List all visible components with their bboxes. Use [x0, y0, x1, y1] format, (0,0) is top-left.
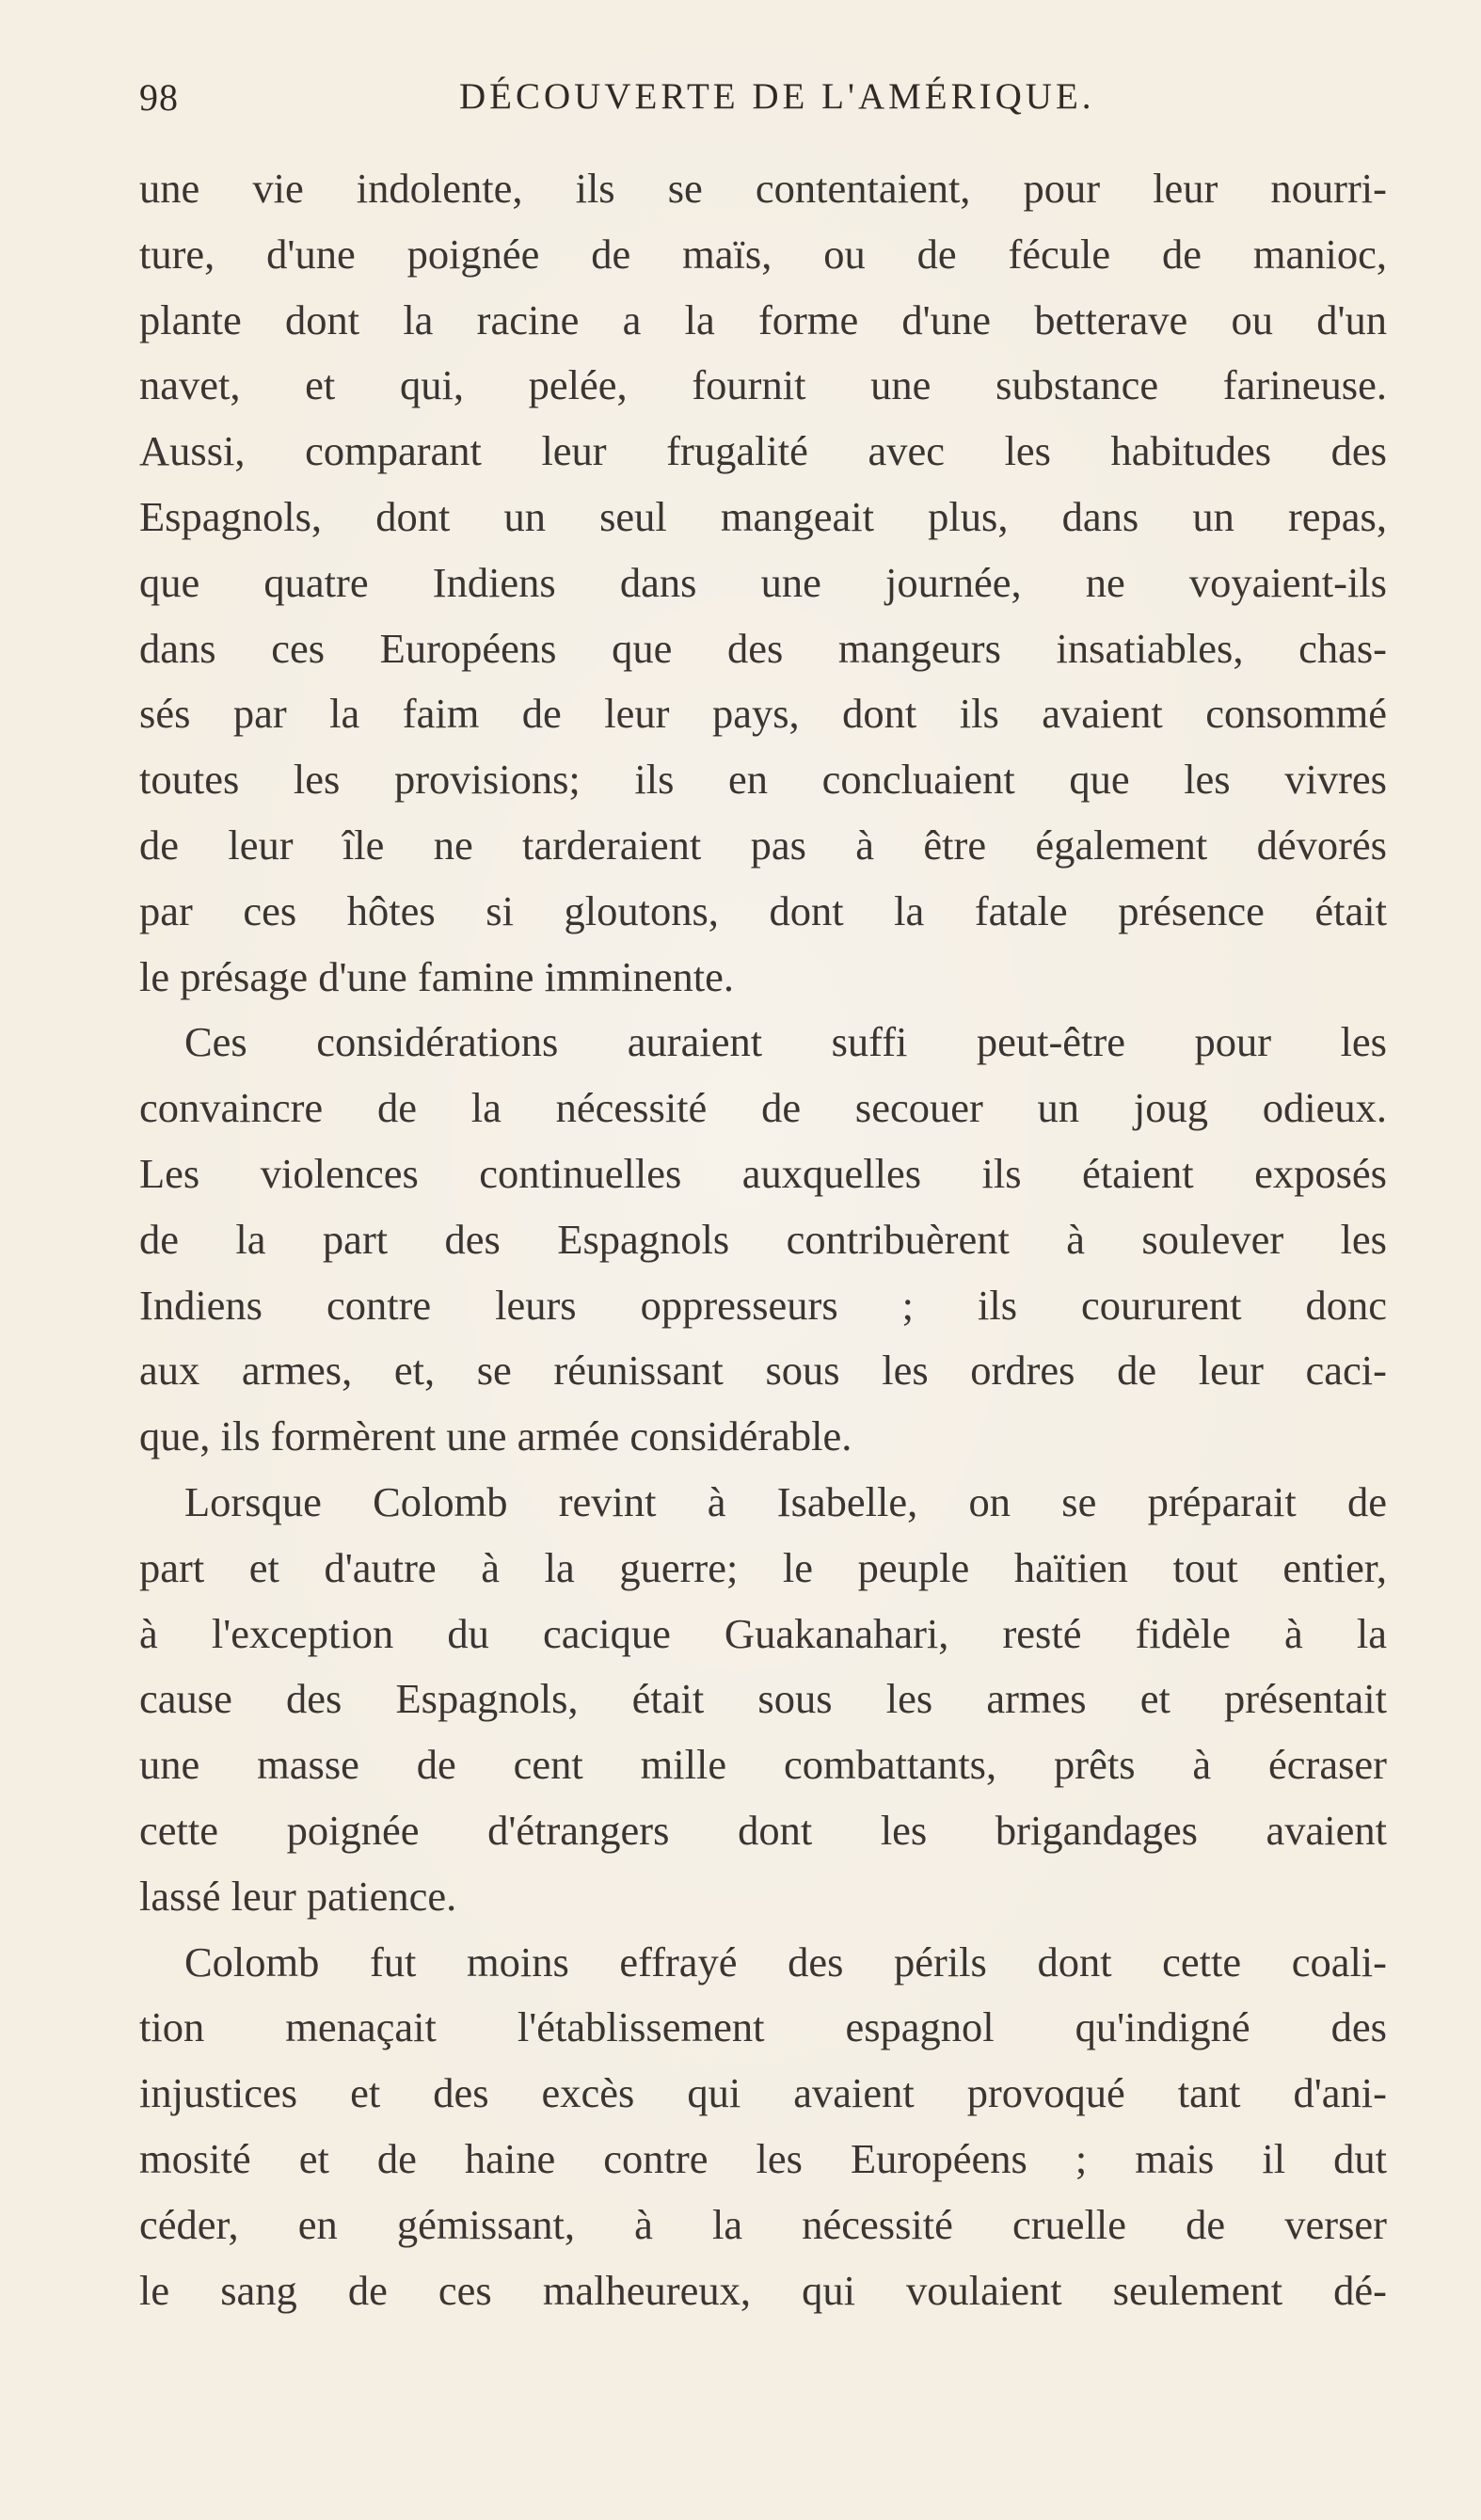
text-line: à l'exception du cacique Guakanahari, resté fidèle à la	[139, 1609, 1387, 1657]
paragraph-start-line: Colomb fut moins effrayé des périls dont cette coali-	[184, 1938, 1387, 1986]
text-line: Aussi, comparant leur frugalité avec les habitudes des	[139, 427, 1387, 475]
text-line: que quatre Indiens dans une journée, ne voyaient-ils	[139, 558, 1387, 606]
text-line: mosité et de haine contre les Européens ; mais il dut	[139, 2134, 1387, 2182]
text-line: céder, en gémissant, à la nécessité cruelle de verser	[139, 2200, 1387, 2248]
text-line: une vie indolente, ils se contentaient, pour leur nourri-	[139, 165, 1387, 212]
text-line: cette poignée d'étrangers dont les brigandages avaient	[139, 1806, 1387, 1854]
paragraph-start-line: Lorsque Colomb revint à Isabelle, on se préparait de	[184, 1477, 1387, 1525]
page-number: 98	[139, 76, 179, 119]
text-line: le sang de ces malheureux, qui voulaient seulement dé-	[139, 2266, 1387, 2314]
text-line: part et d'autre à la guerre; le peuple haïtien tout entier,	[139, 1543, 1387, 1591]
running-title: DÉCOUVERTE DE L'AMÉRIQUE.	[459, 76, 1095, 117]
page-header	[139, 75, 1387, 132]
text-line: convaincre de la nécessité de secouer un joug odieux.	[139, 1084, 1387, 1132]
text-line: dans ces Européens que des mangeurs insatiables, chas-	[139, 624, 1387, 672]
paragraph-end-line: le présage d'une famine imminente.	[139, 952, 735, 1000]
text-line: plante dont la racine a la forme d'une betterave ou d'un	[139, 295, 1387, 343]
text-line: par ces hôtes si gloutons, dont la fatale présence était	[139, 886, 1387, 934]
text-line: Les violences continuelles auxquelles ils étaient exposés	[139, 1149, 1387, 1197]
text-line: une masse de cent mille combattants, prêts à écraser	[139, 1741, 1387, 1789]
text-line: de la part des Espagnols contribuèrent à soulever les	[139, 1215, 1387, 1263]
paragraph-end-line: lassé leur patience.	[139, 1872, 457, 1920]
text-line: tion menaçait l'établissement espagnol qu'indigné des	[139, 2003, 1387, 2051]
paragraph-start-line: Ces considérations auraient suffi peut-être pour les	[184, 1018, 1387, 1066]
text-line: ture, d'une poignée de maïs, ou de fécule de manioc,	[139, 230, 1387, 278]
text-line: cause des Espagnols, était sous les armes et présentait	[139, 1675, 1387, 1723]
text-line: de leur île ne tarderaient pas à être également dévorés	[139, 821, 1387, 869]
text-line: navet, et qui, pelée, fournit une substance farineuse.	[139, 361, 1387, 409]
body-text	[139, 156, 1387, 2323]
text-line: aux armes, et, se réunissant sous les ordres de leur caci-	[139, 1347, 1387, 1395]
text-line: sés par la faim de leur pays, dont ils avaient consommé	[139, 690, 1387, 738]
text-line: toutes les provisions; ils en concluaient que les vivres	[139, 756, 1387, 804]
text-line: Espagnols, dont un seul mangeait plus, dans un repas,	[139, 492, 1387, 540]
text-line: injustices et des excès qui avaient provoqué tant d'ani-	[139, 2069, 1387, 2117]
paragraph-end-line: que, ils formèrent une armée considérable.	[139, 1412, 852, 1460]
text-line: Indiens contre leurs oppresseurs ; ils coururent donc	[139, 1281, 1387, 1329]
